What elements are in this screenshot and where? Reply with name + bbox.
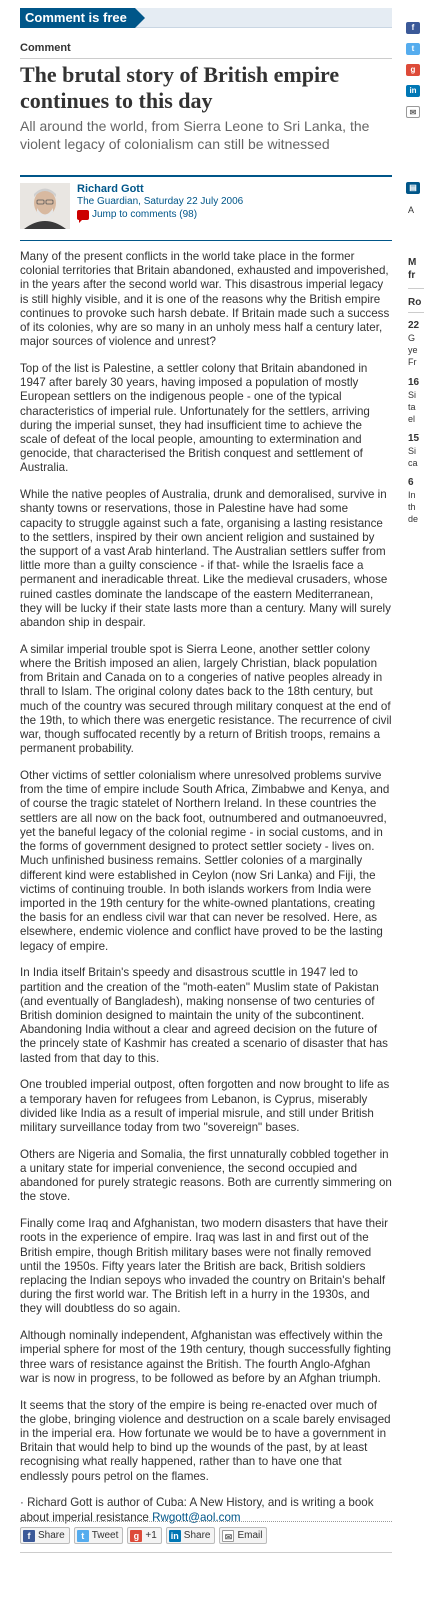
list-item[interactable]: In [408,490,416,500]
list-item[interactable]: th [408,502,416,512]
article-paragraph: Other victims of settler colonialism where unresolved problems survive from the time of empire include South Africa, Zimbabwe and Kenya, and of course the tragic statelet of Northern Ireland. In these countries the settlers are all now on the back foot, outnumbered and outmanoeuvred, yet the baneful legacy of the colonial regime - in social customs, and in the forms of government designed to protect settler society - lives on. Much unfinished business remains. Settler colonies of a marginally different kind were established in Ceylon (now Sri Lanka) and Fiji, the victims of continuing trouble. In both islands workers from India were imported in the 19th century for the white-owned plantations, creating the basis for an endless civil war that can never be resolved. Here, as elsewhere, endemic violence and conflict have proved to be the lasting legacy of empire. [20,769,390,953]
divider [408,312,424,313]
divider [20,1521,392,1522]
comments-link-label: Jump to comments (98) [92,209,198,220]
article-paragraph: One troubled imperial outpost, often forgotten and now brought to life as a temporary haven for refugees from Lebanon, is Cyprus, miserably divided like India as a result of imperial misrule, and still under British military surveillance today from two "sovereign" bases. [20,1078,390,1134]
article-paragraph: Top of the list is Palestine, a settler colony that Britain abandoned in 1947 after barely 30 years, having imposed a population of mostly European settlers on the indigenous people - one of the typical characteristics of imperial rule. Unfortunately for the settlers, arriving during the imperial sunset, they had insufficient time to achieve the scale of defeat of the local people, amounting to extermination and genocide, that characterised the British conquest and settlement of Australia. [20,362,370,475]
list-item[interactable]: ye [408,345,418,355]
twitter-icon: t [77,1530,89,1542]
article-paragraphs [20,250,392,1484]
share-bar [20,1527,267,1544]
list-item[interactable]: Fr [408,357,417,367]
article-paragraph: It seems that the story of the empire is being re-enacted over much of the globe, bringing violence and destruction on a scale barely envisaged in the imperial era. How fortunate we would be to have a government in Britain that would help to bind up the wounds of the past, by at least recognising what really happened, rather than to have one that endlessly pours petrol on the flames. [20,1398,391,1483]
byline [20,175,392,241]
footnote-text: · Richard Gott is author of Cuba: A New History, and is writing a book about imperial resistance [20,1496,374,1524]
divider [20,1552,392,1553]
google-plus-icon[interactable]: g [406,64,420,76]
sidebar-text: A [408,205,415,215]
twitter-tweet-label: Tweet [91,1530,119,1541]
envelope-icon[interactable]: ✉ [406,106,420,118]
list-item-number: 22 [408,320,420,331]
jump-to-comments-link[interactable] [77,209,197,220]
section-banner [20,8,392,28]
google-plus-icon: g [130,1530,142,1542]
list-item-number: 15 [408,433,420,444]
twitter-tweet-button[interactable] [74,1527,124,1544]
linkedin-icon[interactable]: in [406,85,420,97]
google-plus-label: +1 [145,1530,157,1541]
list-item[interactable]: ta [408,402,416,412]
list-item-number: 16 [408,377,420,388]
facebook-share-label: Share [38,1530,65,1541]
kicker-label[interactable]: Comment [20,42,71,54]
section-tag[interactable]: Comment is free [20,8,135,28]
facebook-icon: f [23,1530,35,1542]
twitter-icon[interactable]: t [406,43,420,55]
article-paragraph: A similar imperial trouble spot is Sierra Leone, another settler colony where the British imposed an alien, largely Christian, black population from Britain and Canada on to a congeries of native peoples already in thrall to Islam. The original colony dates back to the 18th century, but much of the country was secured through military conquest at the end of the 19th, to which there was energetic resistance. The recurrence of civil war, though suffocated recently by a return of British troops, remains a permanent probability. [20,642,392,756]
email-share-label: Email [237,1530,263,1541]
article-icon[interactable]: ▤ [406,182,420,194]
author-avatar [20,183,70,229]
page-title: The brutal story of British empire continues to this day [20,62,340,113]
list-item[interactable]: ca [408,458,418,468]
sidebar-heading: fr [408,270,416,281]
list-item[interactable]: de [408,514,419,524]
author-link[interactable]: Richard Gott [77,183,144,195]
linkedin-icon: in [170,1530,179,1541]
google-plus-button[interactable] [127,1527,161,1544]
standfirst: All around the world, from Sierra Leone to Sri Lanka, the violent legacy of colonialism can still be witnessed [20,118,370,152]
comment-icon [77,210,89,220]
linkedin-share-label: Share [183,1530,211,1541]
list-item[interactable]: G [408,333,416,343]
author-email-link[interactable]: Rwgott@aol.com [152,1510,241,1524]
envelope-icon: ✉ [222,1530,234,1542]
article-paragraph: Many of the present conflicts in the world take place in the former colonial territories that Britain abandoned, exhausted and impoverished, in the years after the second world war. This disastrous imperial legacy is still highly visible, and it is one of the reasons why the British empire continues to provoke such harsh debate. If Britain made such a success of its colonies, why are so many in an unholy mess half a century later, major sources of violence and unrest? [20,250,390,349]
list-item[interactable]: Si [408,390,417,400]
article-paragraph: In India itself Britain's speedy and disastrous scuttle in 1947 led to partition and the creation of the "moth-eaten" Muslim state of Pakistan (and eventually of Bangladesh), making nonsense of two centuries of British dominion designed to maintain the unity of the subcontinent. Abandoning India without a clear and agreed decision on the future of the princely state of Kashmir has created a scenario of disaster that has lasted from that day to this. [20,966,388,1065]
list-item[interactable]: el [408,414,416,424]
sidebar-heading: Ro [408,297,422,308]
linkedin-share-button[interactable] [166,1527,216,1544]
article-paragraph: While the native peoples of Australia, drunk and demoralised, survive in shanty towns or reservations, those in Palestine have had some capacity to struggle against such a fate, organising a lasting resistance to the settlers, inspired by their own ancient religion and sustained by the support of a vast Arab hinterland. The Australian settlers suffer from little more than a guilty conscience - if that- while the Israelis face a permanent and ineradicable threat. Like the medieval crusaders, whose ruined castles dominate the landscape of the eastern Mediterranean, they will be lucky if their state lasts more than a century. Many will surely abandon ship in despair. [20,488,391,630]
list-item[interactable]: Si [408,446,417,456]
facebook-icon[interactable]: f [406,22,420,34]
divider [408,288,424,289]
article-paragraph: Finally come Iraq and Afghanistan, two modern disasters that have their roots in the experience of empire. Iraq was last in and first out of the British empire, though British military bases were not finally removed until the 1950s. Fifty years later the British are back, British soldiers replacing the Indian sepoys who invaded the country on Britain's behalf during the first world war. The British left in a hurry in the 1930s, and they will doubtless do so again. [20,1217,388,1316]
publication-date: The Guardian, Saturday 22 July 2006 [77,196,244,207]
article-paragraph: Although nominally independent, Afghanistan was effectively within the imperial sphere for most of the 19th century, though successfully fighting three wars of resistance against the British. The fourth Anglo-Afghan war is now in progress, to be followed as before by an Afghan triumph. [20,1329,391,1385]
article-body [20,250,392,1537]
list-item-number: 6 [408,477,414,488]
email-share-button[interactable] [219,1527,267,1544]
right-sidebar [405,0,424,1600]
divider [20,58,392,59]
facebook-share-button[interactable] [20,1527,70,1544]
article-paragraph: Others are Nigeria and Somalia, the first unnaturally cobbled together in a unitary state for imperial convenience, the second occupied and abandoned for purely strategic reasons. Both are currently simmering on the stove. [20,1147,392,1204]
sidebar-heading: M [408,257,417,268]
